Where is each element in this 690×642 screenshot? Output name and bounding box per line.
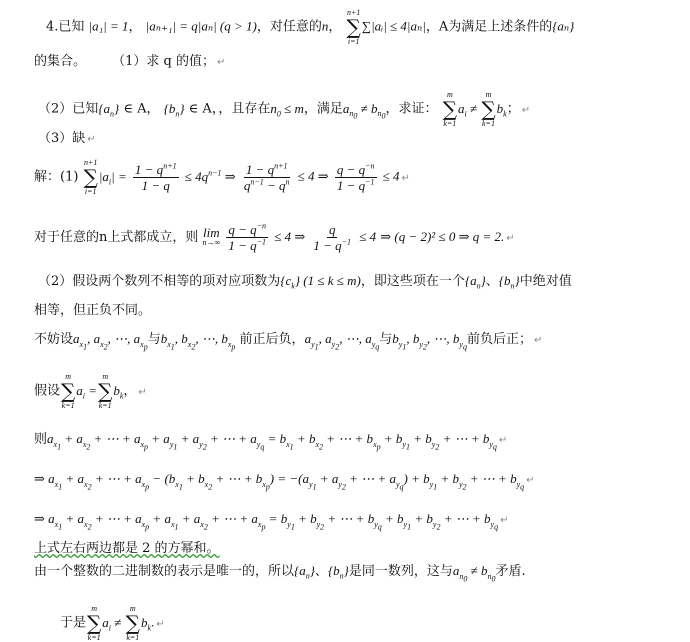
solution-part-1-line: 解：(1) n+1 ∑ i=1 $|a_i|$ = $\frac{1 - q^{n+1}}{1 - q}$ ≤ $4q^{n-1}$ ⇒ $\frac{1 - q^{n+1}}{q^{n-1} - q^n}$ ≤ 4 ⇒ $\frac{q - q^{-n}}{1 - q^{-1}}$ ≤ 4 ↵ [34,158,410,196]
forall-line-text: 对于任意的n上式都成立，则 [34,230,199,245]
powers-of-two-line [34,540,220,558]
part-2-intro: （2）假设两个数列不相等的项对应项数为 [38,274,281,289]
part-2-assumption-line: （2）假设两个数列不相等的项对应项数为$\{c_k\} (1 \le k \le m)$，即这些项在一个$\{a_n\}$、$\{b_n\}$中绝对值 [38,273,572,291]
sign-differ-text: 相等，但正负不同。 [34,303,152,318]
powers-of-two-text: 上式左右两边都是 2 的方幂和。 [34,541,220,556]
then-label: 则 [34,432,48,447]
part-3-text: （3）缺 [38,131,86,146]
summation-symbol: n+1 ∑ i=1 [346,8,361,46]
forall-limit-line: 对于任意的n上式都成立，则 lim n→∞ $\frac{q - q^{-n}}{1 - q^{-1}}$ ≤ 4 ⇒ $\frac{q}{1 - q^{-1}}$ ≤ 4 ⇒ (q − 2)² ≤ 0 ⇒ q = 2. ↵ [34,221,515,253]
wlog-text: 不妨设 [34,332,74,347]
solution-label: 解：(1) [34,169,79,185]
sum-condition: ∑|aᵢ| ≤ 4|aₙ| [361,18,426,34]
known-label: 已知 [58,19,85,35]
set-end-line: 的集合。 （1）求 q 的值； ↵ [34,54,226,69]
sign-differ-line [34,302,151,320]
part-1-text: （1）求 q 的值； [112,54,216,69]
therefore-text: 于是 [60,615,87,631]
forall-text: ，对任意的 [256,19,322,35]
equation-line-3: ⇒ $a_{x_1} + a_{x_2}$ + ⋯ + $a_{x_p} + a_{x_1} + a_{x_2}$ + ⋯ + $a_{x_p} = b_{y_1} + b_{y_2}$ + ⋯ + $b_{y_q} + b_{y_1} + b_{y_2}$ + ⋯ + $b_{y_q}↵$ [34,511,509,532]
binary-uniqueness-line: 由一个整数的二进制数的表示是唯一的，所以$\{a_n\}$、$\{b_n\}$是同一数列，这与$a_{n_0} \ne b_{n_0}$矛盾. [34,563,526,584]
part-2-label: （2）已知 [38,101,99,117]
sequence-a: {aₙ} [552,18,575,34]
conclusion-line: 于是 m ∑ k=1 $a_i$ ≠ m ∑ k=1 $b_k$. ↵ [60,604,165,642]
part-2-line: （2）已知$\{a_n\}$ ∈ A， $\{b_n\}$ ∈ A，，且存在$n_0 \le m$，满足$a_{n_0} \ne b_{n_0}$，求证： m ∑ k=1 $a_i$ ≠ m ∑ k=1 $b_k$； ↵ [38,90,531,128]
problem-number: 4. [46,19,59,35]
condition-recurrence: |aₙ₊₁| = q|aₙ| (q > 1) [145,18,257,34]
prove-text: ，求证： [385,101,438,117]
assume-line: 假设 m ∑ k=1 $a_i$ = m ∑ k=1 $b_k$， ↵ [34,372,147,410]
equation-line-1: 则$a_{x_1} + a_{x_2}$ + ⋯ + $a_{x_p} + a_{y_1} + a_{y_2}$ + ⋯ + $a_{y_q} = b_{x_1} + b_{x_2}$ + ⋯ + $b_{x_p} + b_{y_1} + b_{y_2}$ + ⋯ + $b_{y_q}↵$ [34,431,508,452]
equation-line-2: ⇒ $a_{x_1} + a_{x_2}$ + ⋯ + $a_{x_p} - (b_{x_1} + b_{x_2}$ + ⋯ + $b_{x_p}) = -(a_{y_1} + a_{y_2}$ + ⋯ + $a_{y_q}) + b_{y_1} + b_{y_2}$ + ⋯ + $b_{y_q}↵$ [34,471,535,492]
part-3-line: （3）缺 ↵ [38,131,96,146]
assume-text: 假设 [34,383,61,399]
part-2-exist: ，且存在 [218,101,271,117]
condition-a1: |a₁| = 1 [88,18,129,34]
wlog-line: 不妨设$a_{x_1}$, $a_{x_2}$, ⋯, $a_{x_p}$与$b_{x_1}$, $b_{x_2}$, ⋯, $b_{x_p}$ 前正后负，$a_{y_1}$, $a_{y_2}$, ⋯, $a_{y_q}$与$b_{y_1}$, $b_{y_2}$, ⋯, $b_{y_q}$前负后正； ↵ [34,331,543,352]
set-definition: ，A为满足上述条件的 [425,19,553,35]
binary-text: 由一个整数的二进制数的表示是唯一的，所以 [34,564,295,579]
set-end-text: 的集合。 [34,54,87,69]
problem-statement-line: 4.已知 |a₁| = 1， |aₙ₊₁| = q|aₙ| (q > 1)，对任意的n， n+1 ∑ i=1 ∑|aᵢ| ≤ 4|aₙ|，A为满足上述条件的{aₙ} [46,8,575,46]
forall-result: ⇒ (q − 2)² ≤ 0 ⇒ q = 2. [380,229,505,244]
